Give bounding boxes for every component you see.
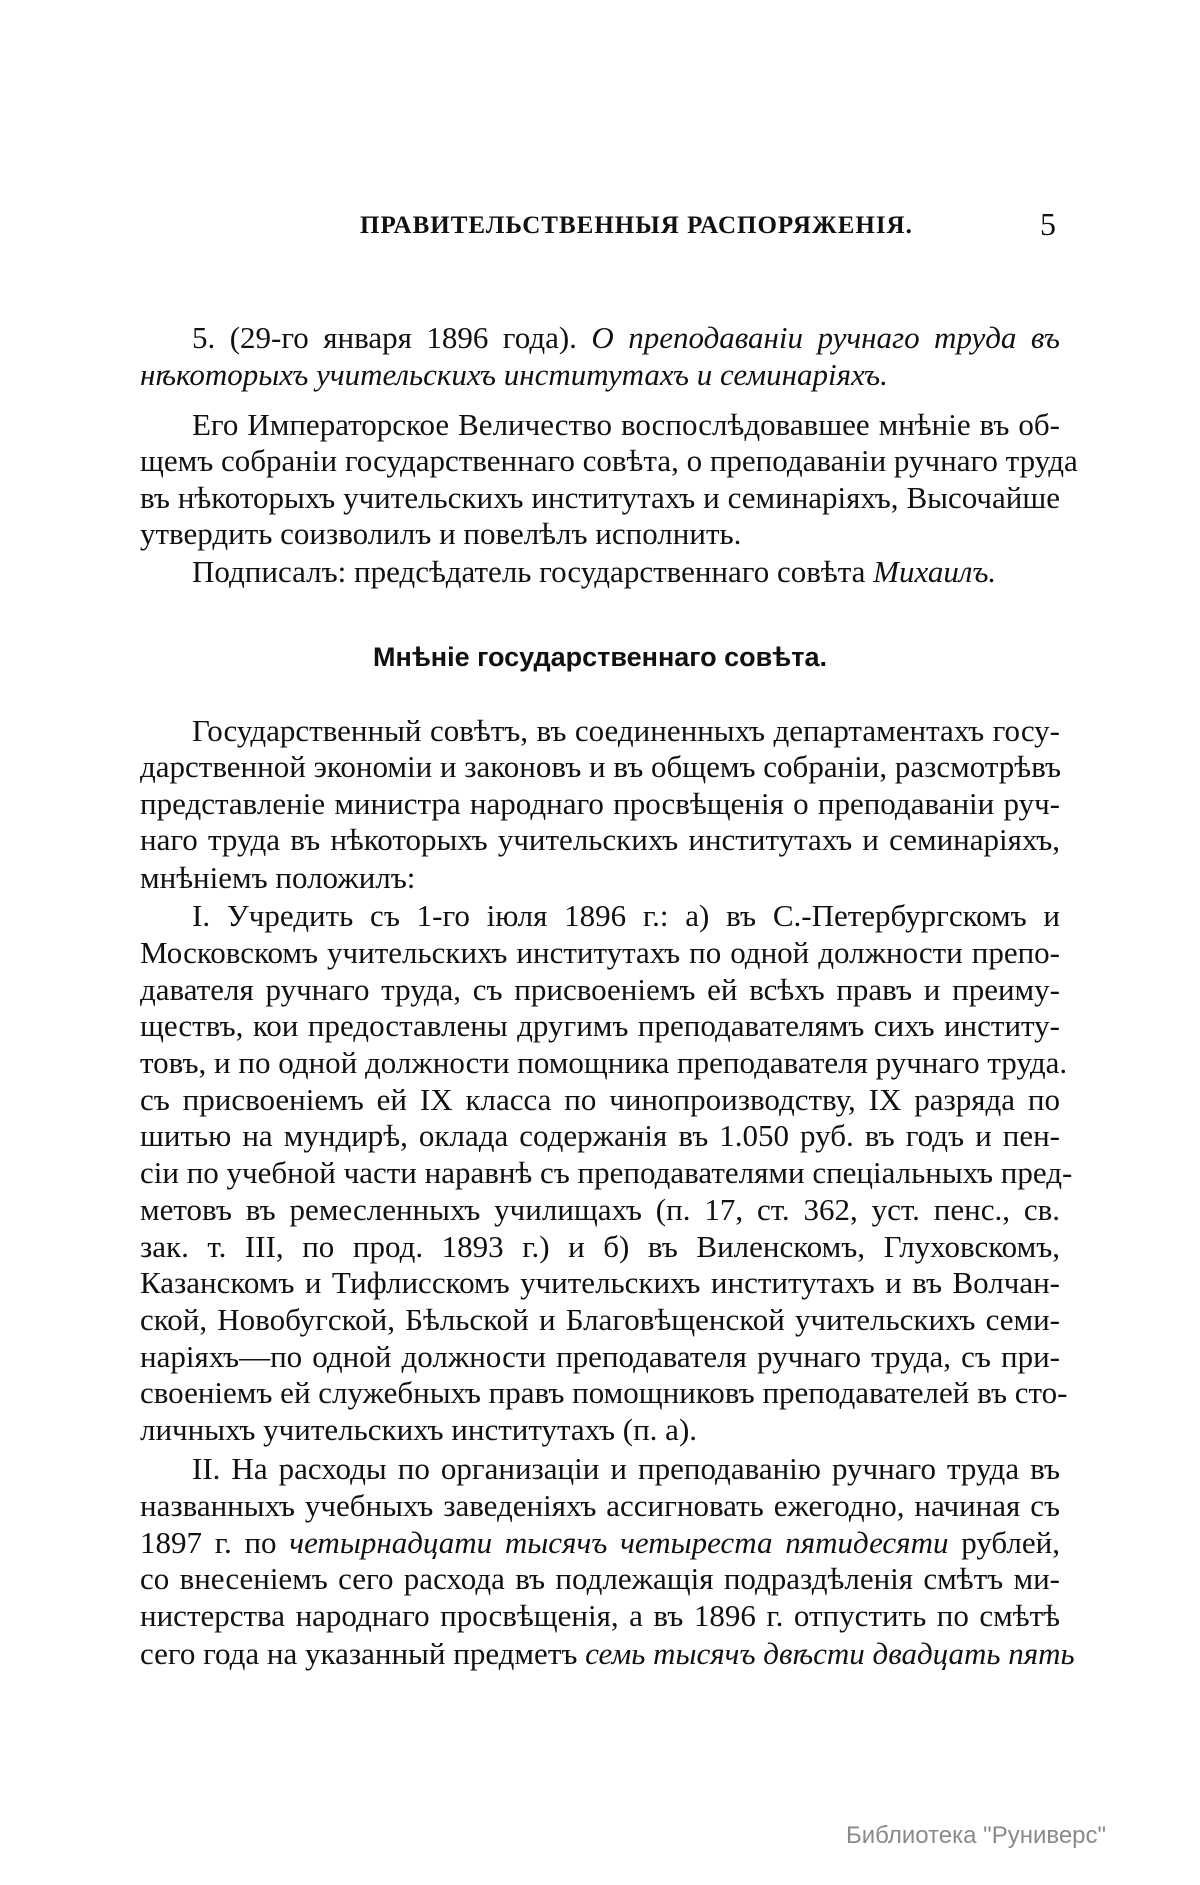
text-segment: со внесеніемъ сего расхода въ подлежащія подраздѣленія смѣтъ ми- <box>140 1561 1060 1596</box>
text-line <box>140 1488 1060 1524</box>
text-line <box>140 1302 1060 1338</box>
text-segment: метовъ въ ремесленныхъ училищахъ (п. 17, ст. 362, уст. пенс., св. <box>140 1192 1060 1227</box>
text-line <box>140 972 1060 1008</box>
text-segment: 5. (29-го января 1896 года). <box>192 320 592 355</box>
text-line <box>140 1525 1060 1561</box>
text-segment: ской, Новобугской, Бѣльской и Благовѣщенской учительскихъ семи- <box>140 1302 1060 1337</box>
text-segment: въ нѣкоторыхъ учительскихъ институтахъ и семинаріяхъ, Высочайше <box>140 480 1060 515</box>
text-segment: названныхъ учебныхъ заведеніяхъ ассигновать ежегодно, начиная съ <box>140 1488 1060 1523</box>
text-line <box>192 320 1060 356</box>
text-segment: сіи по учебной части наравнѣ съ преподавателями спеціальныхъ пред- <box>140 1155 1073 1190</box>
text-segment: личныхъ учительскихъ институтахъ (п. а). <box>140 1412 698 1447</box>
text-line <box>192 407 1060 443</box>
text-line <box>140 1561 1060 1597</box>
text-line <box>140 1082 1060 1118</box>
text-segment: утвердить соизволилъ и повелѣлъ исполнить. <box>140 516 742 551</box>
text-line <box>140 357 1060 393</box>
text-line <box>140 1192 1060 1228</box>
text-segment: Подписалъ: предсѣдатель государственнаго совѣта <box>192 554 874 589</box>
italic-text: четырнадцати тысячъ четыреста пятидесяти <box>289 1525 949 1560</box>
text-segment: сего года на указанный предметъ <box>140 1636 586 1671</box>
text-segment: Государственный совѣтъ, въ соединенныхъ департаментахъ госу- <box>192 713 1060 748</box>
text-segment: 1897 г. по <box>140 1525 290 1560</box>
text-segment: наго труда въ нѣкоторыхъ учительскихъ институтахъ и семинаріяхъ, <box>140 822 1060 857</box>
italic-text: семь тысячъ двѣсти двадцать пять <box>585 1636 1075 1671</box>
section-heading: Мнѣніе государственнаго совѣта. <box>373 642 827 672</box>
italic-text: нѣкоторыхъ учительскихъ институтахъ и семинаріяхъ. <box>140 357 888 392</box>
italic-text: Михаилъ. <box>873 554 997 589</box>
text-line <box>140 1375 1068 1411</box>
text-segment: наріяхъ—по одной должности преподавателя ручнаго труда, съ при- <box>140 1339 1060 1374</box>
text-line <box>192 898 1060 934</box>
text-line <box>140 822 1060 858</box>
text-segment: дарственной экономіи и законовъ и въ общемъ собраніи, разсмотрѣвъ <box>140 749 1061 784</box>
text-segment: зак. т. III, по прод. 1893 г.) и б) въ Виленскомъ, Глуховскомъ, <box>140 1229 1060 1264</box>
running-title: ПРАВИТЕЛЬСТВЕННЫЯ РАСПОРЯЖЕНІЯ. <box>360 212 913 239</box>
text-segment: съ присвоеніемъ ей IX класса по чинопроизводству, IX разряда по <box>140 1082 1060 1117</box>
italic-text: О преподаваніи ручнаго труда въ <box>591 320 1060 355</box>
page-number: 5 <box>1040 206 1056 242</box>
text-line <box>192 713 1060 749</box>
text-line <box>140 1229 1060 1265</box>
text-line <box>192 554 1060 590</box>
text-line <box>140 1118 1060 1154</box>
text-line <box>192 1451 1060 1487</box>
text-line <box>140 1008 1060 1044</box>
text-line <box>140 1598 1060 1634</box>
text-segment: Казанскомъ и Тифлисскомъ учительскихъ институтахъ и въ Волчан- <box>140 1265 1060 1300</box>
text-segment: Его Императорское Величество воспослѣдовавшее мнѣніе въ об- <box>192 407 1060 442</box>
text-line <box>140 749 1060 785</box>
text-line <box>140 1412 1060 1448</box>
text-line <box>140 786 1060 822</box>
text-segment: рублей, <box>948 1525 1060 1560</box>
text-segment: щемъ собраніи государственнаго совѣта, о преподаваніи ручнаго труда <box>140 443 1078 478</box>
text-line <box>140 860 1060 896</box>
text-segment: I. Учредить съ 1-го іюля 1896 г.: а) въ С.-Петербургскомъ и <box>192 898 1060 933</box>
text-line <box>140 480 1060 516</box>
text-segment: II. На расходы по организаціи и преподаванію ручнаго труда въ <box>192 1451 1060 1486</box>
text-segment: представленіе министра народнаго просвѣщенія о преподаваніи руч- <box>140 786 1060 821</box>
text-segment: товъ, и по одной должности помощника преподавателя ручнаго труда. <box>140 1045 1068 1080</box>
text-line <box>140 1045 1068 1081</box>
text-line <box>140 1265 1060 1301</box>
text-segment: своеніемъ ей служебныхъ правъ помощниковъ преподавателей въ сто- <box>140 1375 1068 1410</box>
text-line <box>140 1155 1073 1191</box>
text-segment: ществъ, кои предоставлены другимъ преподавателямъ сихъ институ- <box>140 1008 1060 1043</box>
text-segment: давателя ручнаго труда, съ присвоеніемъ ей всѣхъ правъ и преиму- <box>140 972 1060 1007</box>
text-line <box>140 516 1060 552</box>
text-line <box>140 443 1078 479</box>
text-segment: Московскомъ учительскихъ институтахъ по одной должности препо- <box>140 935 1060 970</box>
text-line <box>140 1636 1075 1672</box>
text-line <box>140 935 1060 971</box>
library-watermark: Библиотека "Руниверс" <box>846 1822 1107 1849</box>
text-segment: нистерства народнаго просвѣщенія, а въ 1896 г. отпустить по смѣтѣ <box>140 1598 1060 1633</box>
text-segment: шитью на мундирѣ, оклада содержанія въ 1.050 руб. въ годъ и пен- <box>140 1118 1060 1153</box>
text-segment: мнѣніемъ положилъ: <box>140 860 416 895</box>
text-line <box>140 1339 1060 1375</box>
